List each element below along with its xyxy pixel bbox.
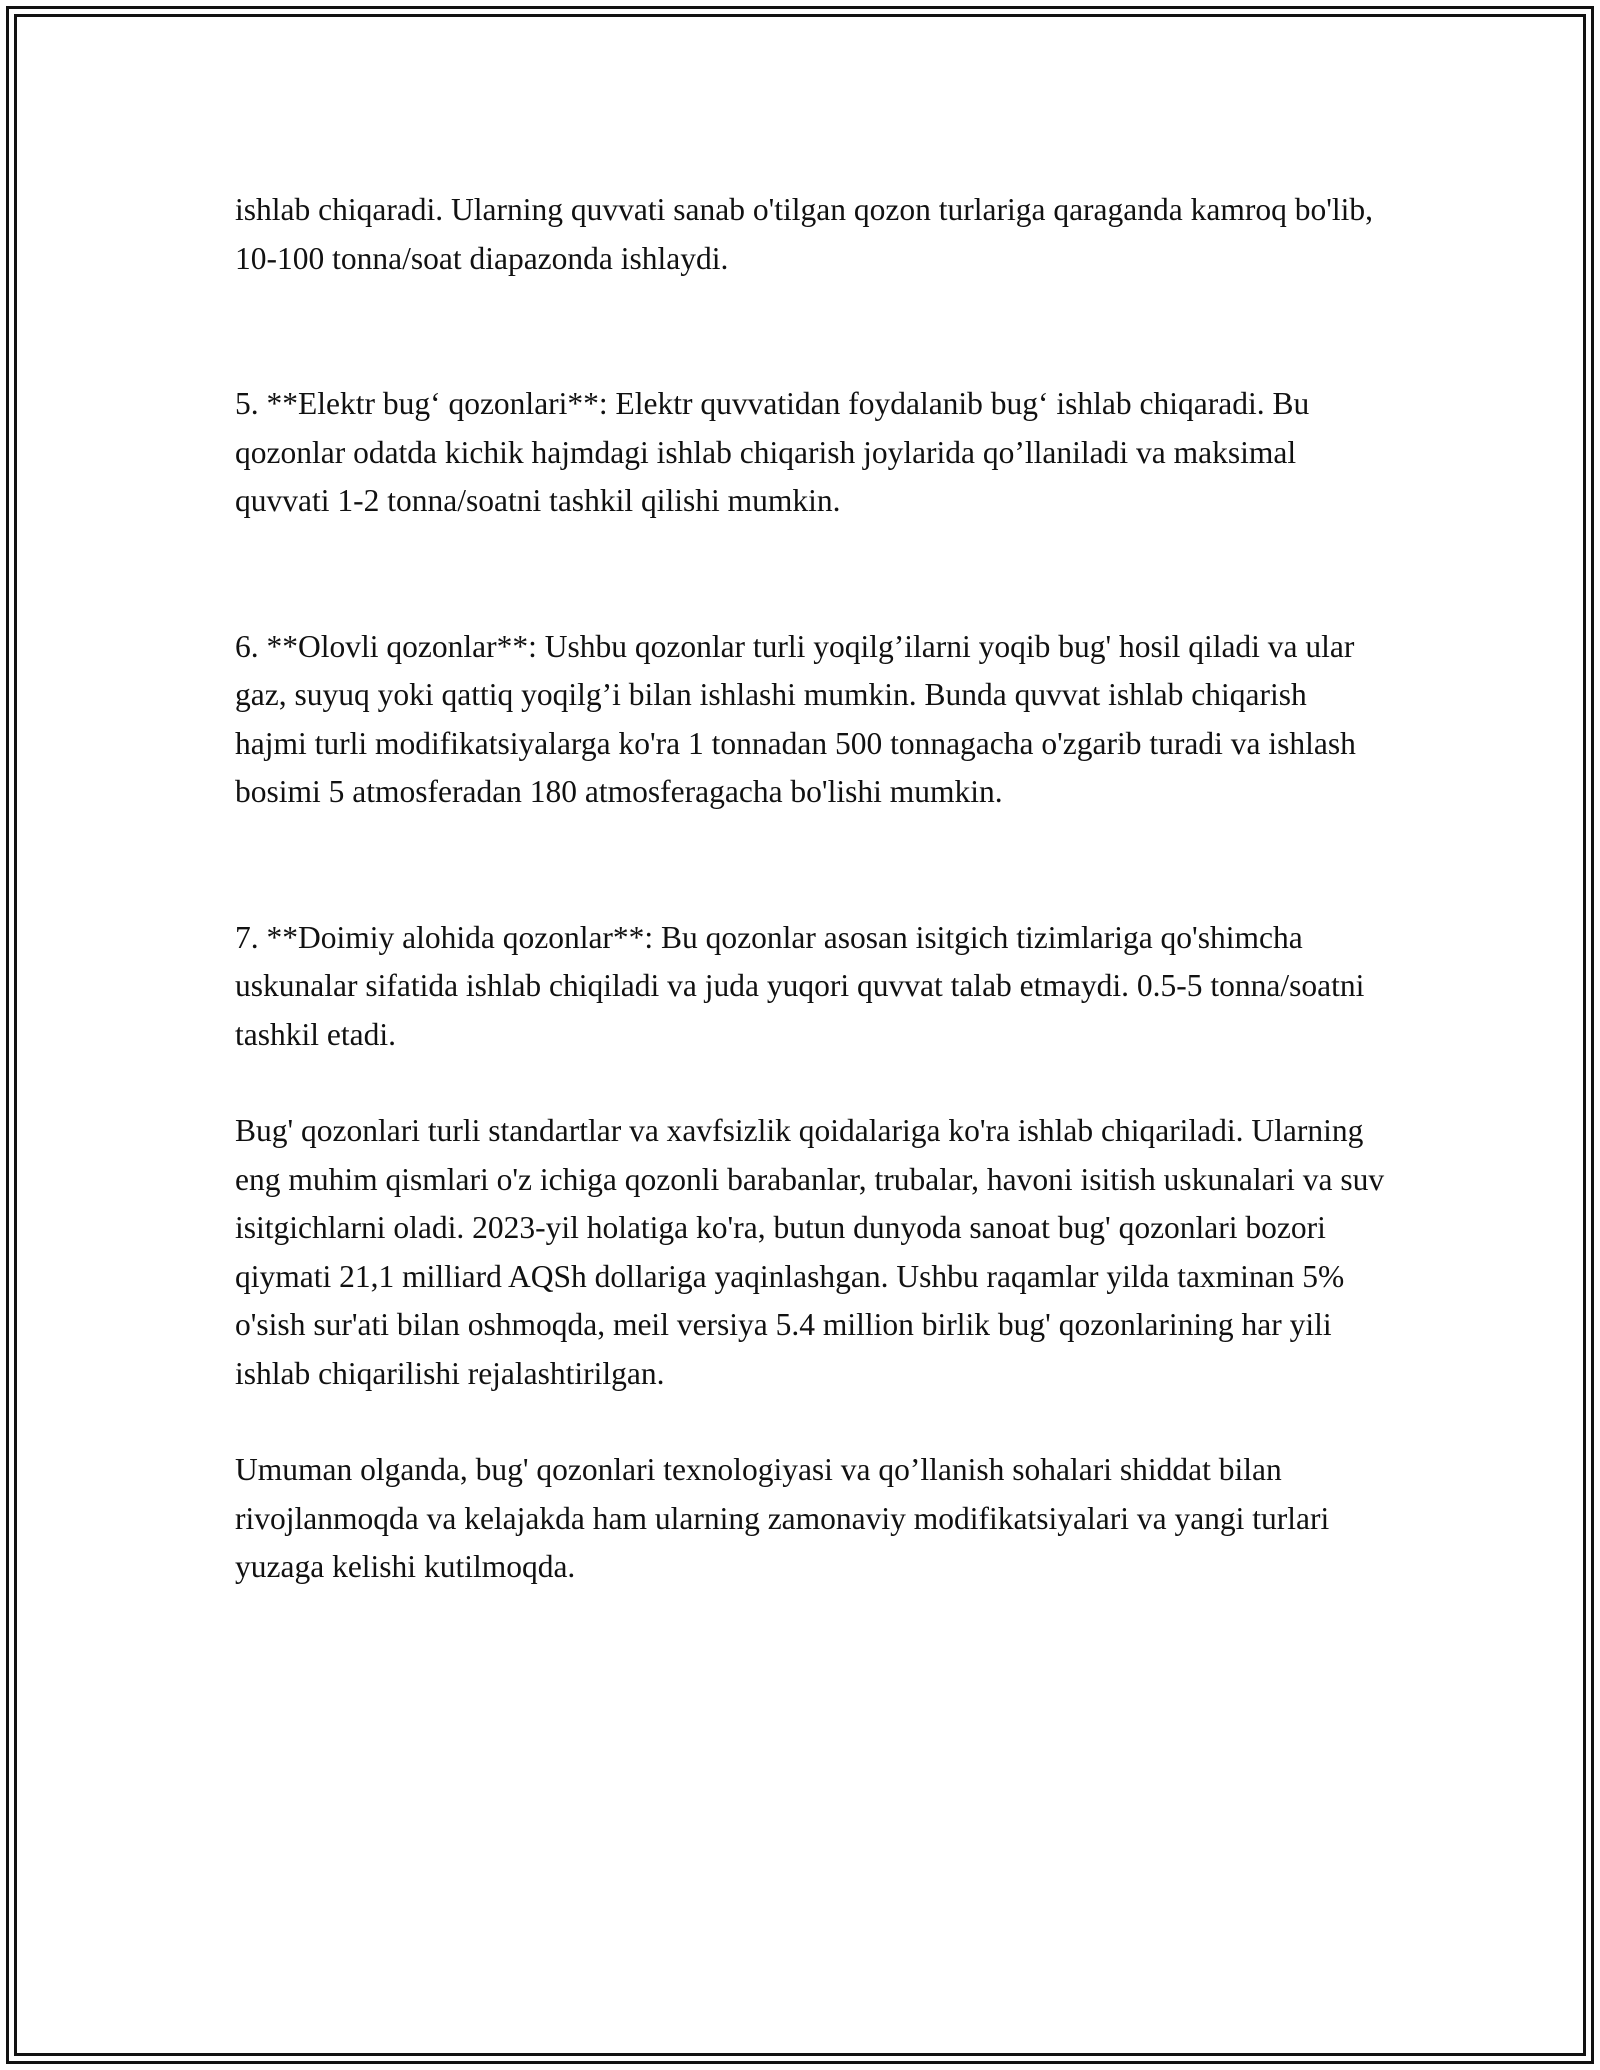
paragraph-conclusion: Umuman olganda, bug' qozonlari texnologiyasi va qo’llanish sohalari shiddat bilan rivojlanmoqda va kelajakda ham ularning zamonaviy modifikatsiyalari va yangi turlari yuzaga kelishi kutilmoqda. [235,1452,1330,1584]
document-body [235,186,1385,1592]
paragraph-standalone-boilers: 7. **Doimiy alohida qozonlar**: Bu qozonlar asosan isitgich tizimlariga qo'shimcha uskunalar sifatida ishlab chiqiladi va juda yuqori quvvat talab etmaydi. 0.5-5 tonna/soatni tashkil etadi. [235,919,1365,1052]
paragraph-electric-boilers: 5. **Elektr bug‘ qozonlari**: Elektr quvvatidan foydalanib bug‘ ishlab chiqaradi. Bu qozonlar odatda kichik hajmdagi ishlab chiqarish joylarida qo’llaniladi va maksimal quvvati 1-2 tonna/soatni tashkil qilishi mumkin. [235,386,1310,518]
paragraph-standards-market: Bug' qozonlari turli standartlar va xavfsizlik qoidalariga ko'ra ishlab chiqariladi. Ularning eng muhim qismlari o'z ichiga qozonli barabanlar, trubalar, havoni isitish uskunalari va suv isitgichlarni oladi. 2023-yil holatiga ko'ra, butun dunyoda sanoat bug' qozonlari bozori qiymati 21,1 milliard AQSh dollariga yaqinlashgan. Ushbu raqamlar yilda taxminan 5% o'sish sur'ati bilan oshmoqda, meil versiya 5.4 million birlik bug' qozonlarining har yili ishlab chiqarilishi rejalashtirilgan. [235,1113,1385,1391]
paragraph-fire-tube-boilers: 6. **Olovli qozonlar**: Ushbu qozonlar turli yoqilg’ilarni yoqib bug' hosil qiladi va ular gaz, suyuq yoki qattiq yoqilg’i bilan ishlashi mumkin. Bunda quvvat ishlab chiqarish hajmi turli modifikatsiyalarga ko'ra 1 tonnadan 500 tonnagacha o'zgarib turadi va ishlash bosimi 5 atmosferadan 180 atmosferagacha bo'lishi mumkin. [235,628,1356,809]
paragraph-continuation: ishlab chiqaradi. Ularning quvvati sanab o'tilgan qozon turlariga qaraganda kamroq bo'lib, 10-100 tonna/soat diapazonda ishlaydi. [235,192,1374,276]
